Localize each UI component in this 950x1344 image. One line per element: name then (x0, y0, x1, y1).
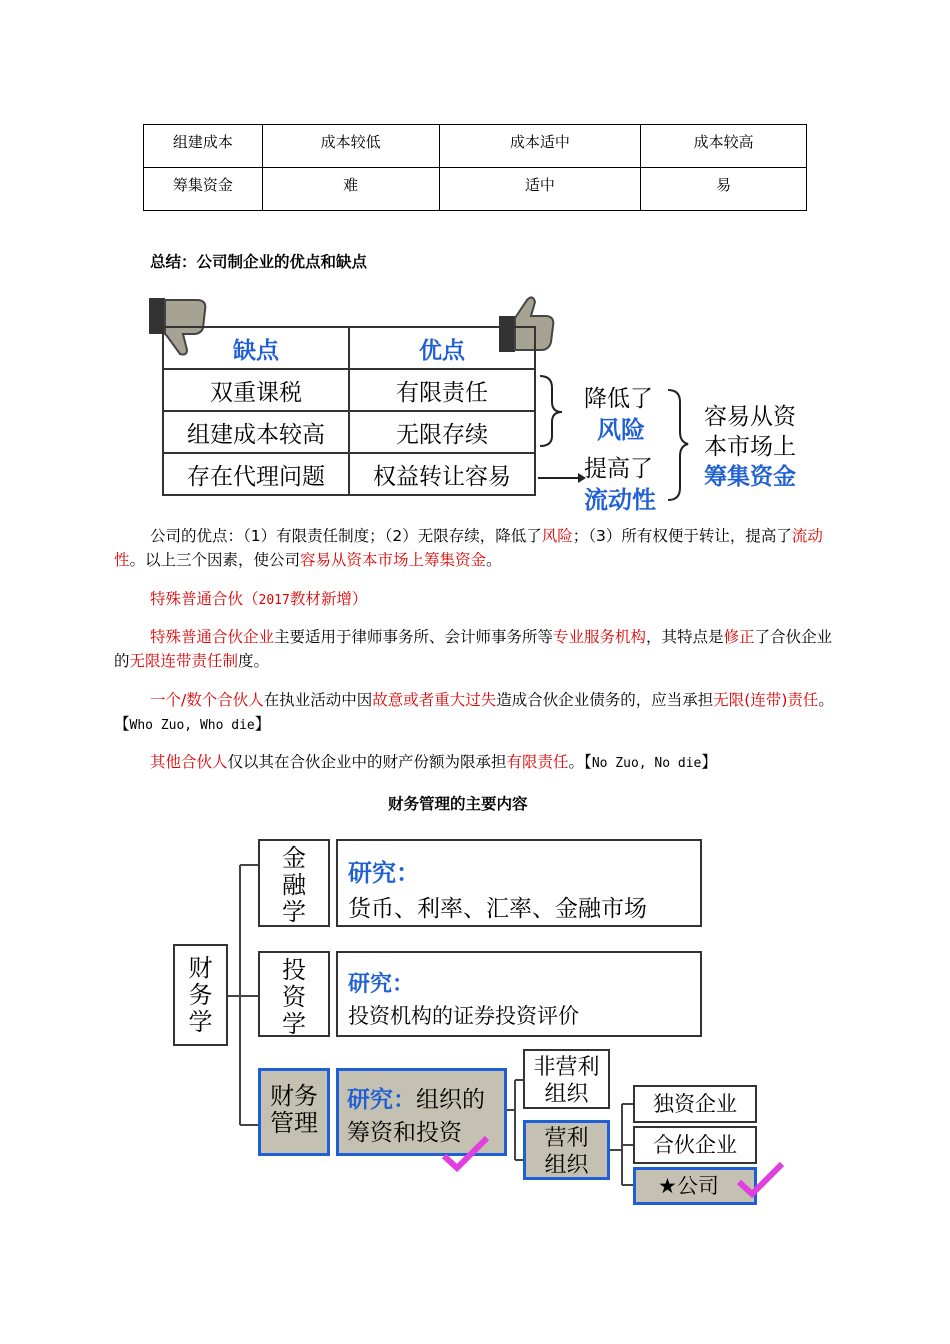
result-line: 筹集资金 (704, 464, 796, 490)
root-node: 财 务 学 (173, 944, 228, 1046)
investment-node: 投 资 学 (258, 951, 330, 1037)
pros-item: 无限存续 (349, 411, 535, 453)
cons-header: 缺点 (163, 327, 349, 369)
pros-item: 权益转让容易 (349, 453, 535, 495)
table-cell: 难 (262, 168, 439, 211)
raise-value: 流动性 (584, 486, 656, 514)
table-cell: 成本适中 (439, 125, 641, 168)
paragraph-special-partnership: 特殊普通合伙企业主要适用于律师事务所、会计师事务所等专业服务机构，其特点是修正了合伙企业的无限连带责任制度。 (114, 628, 833, 670)
finance-node: 金 融 学 (258, 839, 330, 927)
fm-title: 财务管理的主要内容 (388, 795, 528, 813)
reduce-label: 降低了 (584, 386, 653, 412)
cons-item: 双重课税 (163, 369, 349, 411)
partnership-node: 合伙企业 (633, 1126, 757, 1164)
cons-item: 存在代理问题 (163, 453, 349, 495)
finance-desc: 研究： 货币、利率、汇率、金融市场 (336, 839, 702, 927)
table-cell: 成本较高 (641, 125, 807, 168)
checkmark-icon (441, 1134, 491, 1174)
result-line: 本市场上 (704, 434, 796, 460)
fm-node: 财务 管理 (258, 1068, 330, 1156)
paragraph-partner-liability: 一个/数个合伙人在执业活动中因故意或者重大过失造成合伙企业债务的，应当承担无限(连带)责任。【Who Zuo, Who die】 (114, 691, 834, 733)
summary-title: 总结：公司制企业的优点和缺点 (150, 253, 368, 271)
table-cell: 成本较低 (262, 125, 439, 168)
reduce-value: 风险 (597, 416, 645, 444)
corporation-node: ★公司 (633, 1167, 757, 1205)
pros-header: 优点 (349, 327, 535, 369)
nonprofit-node: 非营利 组织 (523, 1049, 610, 1109)
table-cell: 筹集资金 (144, 168, 263, 211)
cons-item: 组建成本较高 (163, 411, 349, 453)
investment-desc: 研究： 投资机构的证券投资评价 (336, 951, 702, 1037)
paragraph-advantages: 公司的优点：（1）有限责任制度；（2）无限存续，降低了风险；（3）所有权便于转让，提高了流动性。以上三个因素，使公司容易从资本市场上筹集资金。 (114, 527, 823, 569)
profit-node: 营利 组织 (523, 1120, 610, 1180)
checkmark-icon (736, 1160, 786, 1200)
table-cell: 适中 (439, 168, 641, 211)
raise-label: 提高了 (584, 456, 653, 482)
sole-proprietorship-node: 独资企业 (633, 1085, 757, 1123)
fm-desc: 研究：组织的 筹资和投资 (336, 1068, 507, 1156)
paragraph-heading-special-partnership: 特殊普通合伙（2017教材新增） (150, 590, 368, 608)
table-cell: 易 (641, 168, 807, 211)
paragraph-other-partners: 其他合伙人仅以其在合伙企业中的财产份额为限承担有限责任。【No Zuo, No die】 (150, 753, 717, 771)
result-line: 容易从资 (704, 404, 796, 430)
table-cell: 组建成本 (144, 125, 263, 168)
pros-item: 有限责任 (349, 369, 535, 411)
